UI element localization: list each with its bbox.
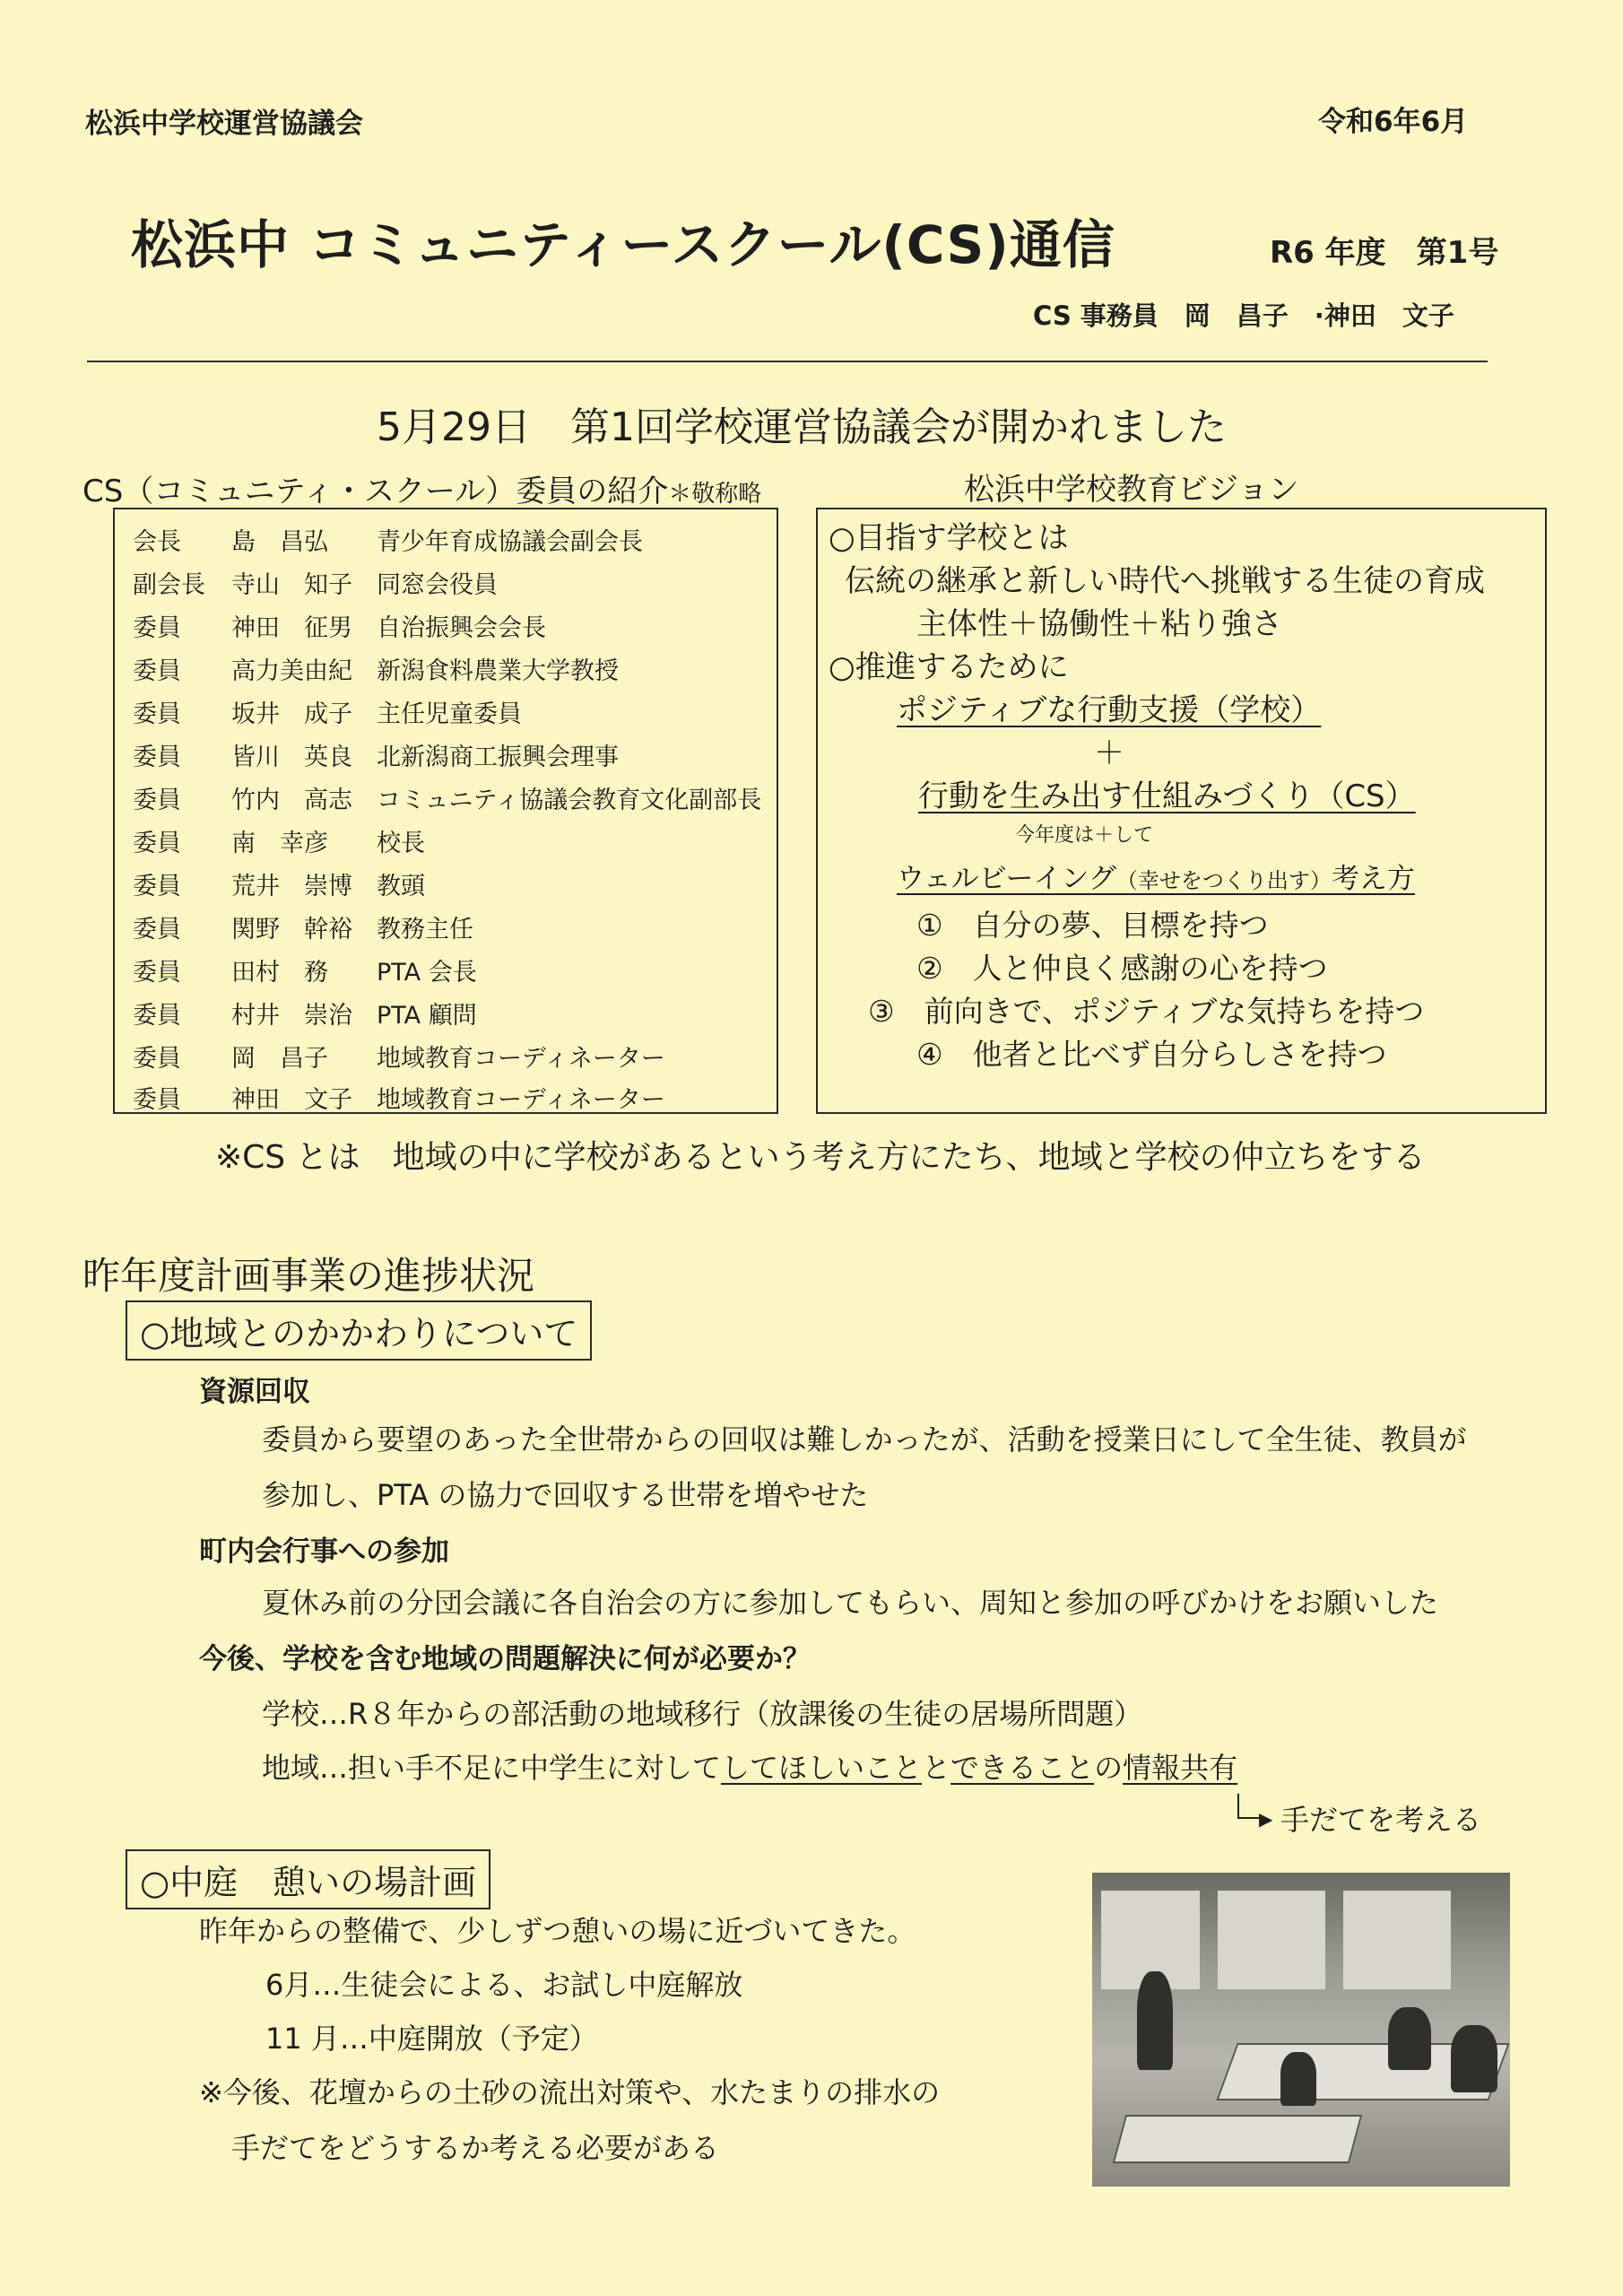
staff-names: CS 事務員 岡 昌子 ·神田 文子	[1033, 300, 1454, 331]
photo-person	[1451, 2025, 1497, 2092]
issue-number: R6 年度 第1号	[1270, 235, 1499, 271]
member-role: 委員	[133, 1002, 181, 1030]
section-text: 11 月…中庭開放（予定）	[265, 2022, 598, 2056]
member-name: 寺山 知子	[231, 571, 352, 599]
member-role: 委員	[133, 787, 181, 814]
member-role: 会長	[133, 528, 181, 556]
members-table	[113, 508, 778, 1114]
meeting-photo	[1092, 1873, 1510, 2187]
wellbeing-word: ウェルビーイング	[897, 863, 1116, 895]
member-name: 岡 昌子	[231, 1045, 328, 1073]
member-name: 荒井 崇博	[231, 873, 352, 900]
member-name: 竹内 高志	[231, 787, 352, 814]
vision-item: ② 人と仲良く感謝の心を持つ	[916, 951, 1328, 986]
vision-plus: ＋	[1094, 735, 1124, 771]
wellbeing-suffix: 考え方	[1331, 863, 1415, 895]
section-heading: 資源回収	[199, 1376, 310, 1408]
member-desc: コミュニティ協議会教育文化副部長	[377, 787, 762, 814]
photo-person	[1388, 2007, 1431, 2070]
vision-item: ① 自分の夢、目標を持つ	[916, 908, 1269, 943]
section-text: 学校…R８年からの部活動の地域移行（放課後の生徒の居場所問題）	[262, 1697, 1143, 1731]
section-heading: 今後、学校を含む地域の問題解決に何が必要か？	[199, 1643, 811, 1675]
member-role: 副会長	[133, 571, 205, 599]
text-underlined: できること	[950, 1751, 1095, 1785]
text-part: の	[1094, 1751, 1124, 1785]
section-text	[262, 1745, 1237, 1787]
member-role: 委員	[133, 830, 181, 857]
arrow-head-icon: ▶	[1259, 1808, 1273, 1830]
vision-goal-heading: ○目指す学校とは	[829, 520, 1069, 556]
text-underlined: 情報共有	[1123, 1751, 1238, 1785]
member-role: 委員	[133, 657, 181, 685]
arrow-text: 手だてを考える	[1280, 1803, 1482, 1837]
member-desc: 校長	[377, 830, 425, 857]
text-underlined: してほしいこと	[721, 1751, 923, 1785]
member-name: 高力美由紀	[231, 657, 352, 685]
member-desc: 教務主任	[377, 916, 473, 944]
section-text: 参加し、PTA の協力で回収する世帯を増やせた	[262, 1478, 869, 1512]
member-name: 神田 文子	[231, 1086, 352, 1114]
member-role: 委員	[133, 614, 181, 642]
vision-support-cs: 行動を生み出す仕組みづくり（CS）	[918, 778, 1416, 814]
vision-promote-heading: ○推進するために	[829, 649, 1069, 685]
progress-title: 昨年度計画事業の進捗状況	[82, 1254, 535, 1298]
section-text: 6月…生徒会による、お試し中庭解放	[265, 1968, 743, 2002]
section-heading: 町内会行事への参加	[199, 1535, 449, 1568]
member-name: 南 幸彦	[231, 830, 328, 857]
member-desc: PTA 会長	[377, 959, 477, 987]
member-desc: 地域教育コーディネーター	[377, 1086, 665, 1114]
member-role: 委員	[133, 1045, 181, 1073]
section-courtyard-label: ○中庭 憩いの場計画	[126, 1849, 490, 1909]
members-note: ＊敬称略	[668, 481, 762, 508]
member-desc: PTA 顧問	[377, 1002, 477, 1030]
newsletter-title: 松浜中 コミュニティースクール(CS)通信	[131, 214, 1115, 275]
vision-box	[816, 508, 1547, 1114]
photo-person	[1137, 1971, 1173, 2070]
member-name: 島 昌弘	[231, 528, 328, 556]
wellbeing-note: （幸せをつくり出す）	[1115, 868, 1332, 893]
member-desc: 教頭	[377, 873, 425, 900]
member-desc: 主任児童委員	[377, 700, 522, 728]
text-part: と	[922, 1751, 951, 1785]
member-name: 村井 崇治	[231, 1002, 352, 1030]
vision-heading: 松浜中学校教育ビジョン	[964, 472, 1299, 508]
members-title: CS（コミュニティ・スクール）委員の紹介	[82, 474, 669, 509]
member-name: 神田 征男	[231, 614, 352, 642]
photo-person	[1280, 2052, 1316, 2106]
cs-definition: ※CS とは 地域の中に学校があるという考え方にたち、地域と学校の仲立ちをする	[215, 1139, 1426, 1176]
member-desc: 青少年育成協議会副会長	[377, 528, 643, 556]
vision-this-year: 今年度は＋して	[1015, 824, 1154, 847]
member-name: 関野 幹裕	[231, 916, 352, 944]
member-desc: 同窓会役員	[377, 571, 498, 599]
vision-item: ③ 前向きで、ポジティブな気持ちを持つ	[868, 994, 1425, 1029]
member-name: 坂井 成子	[231, 700, 352, 728]
vision-qualities: 主体性＋協働性＋粘り強さ	[916, 606, 1282, 642]
section-text: 昨年からの整備で、少しずつ憩いの場に近づいてきた。	[199, 1914, 916, 1948]
photo-table	[1113, 2115, 1362, 2163]
member-desc: 新潟食料農業大学教授	[377, 657, 619, 685]
member-role: 委員	[133, 873, 181, 900]
member-name: 皆川 英良	[231, 744, 352, 771]
member-role: 委員	[133, 700, 181, 728]
member-role: 委員	[133, 744, 181, 771]
header-divider	[87, 361, 1488, 362]
section-text: 夏休み前の分団会議に各自治会の方に参加してもらい、周知と参加の呼びかけをお願いした	[262, 1586, 1439, 1620]
photo-window	[1218, 1891, 1325, 1989]
section-community-label: ○地域とのかかわりについて	[126, 1300, 592, 1361]
org-name: 松浜中学校運営協議会	[85, 108, 363, 140]
issue-date: 令和6年6月	[1318, 106, 1469, 138]
member-desc: 自治振興会会長	[377, 614, 546, 642]
member-desc: 地域教育コーディネーター	[377, 1045, 665, 1073]
vision-wellbeing	[897, 856, 1415, 896]
members-heading	[82, 466, 761, 510]
vision-item: ④ 他者と比べず自分らしさを持つ	[916, 1037, 1387, 1072]
vision-support-school: ポジティブな行動支援（学校）	[897, 692, 1322, 728]
text-part: 地域…担い手不足に中学生に対して	[262, 1751, 722, 1785]
member-desc: 北新潟商工振興会理事	[377, 744, 619, 771]
vision-goal: 伝統の継承と新しい時代へ挑戦する生徒の育成	[845, 563, 1485, 599]
section-text: 委員から要望のあった全世帯からの回収は難しかったが、活動を授業日にして全生徒、教員が	[262, 1422, 1467, 1457]
member-role: 委員	[133, 959, 181, 987]
member-role: 委員	[133, 1086, 181, 1114]
member-name: 田村 務	[231, 959, 328, 987]
headline: 5月29日 第1回学校運営協議会が開かれました	[377, 404, 1227, 450]
photo-window	[1343, 1891, 1451, 1989]
section-text: ※今後、花壇からの土砂の流出対策や、水たまりの排水の	[199, 2075, 941, 2109]
section-text: 手だてをどうするか考える必要がある	[231, 2131, 720, 2165]
member-role: 委員	[133, 916, 181, 944]
